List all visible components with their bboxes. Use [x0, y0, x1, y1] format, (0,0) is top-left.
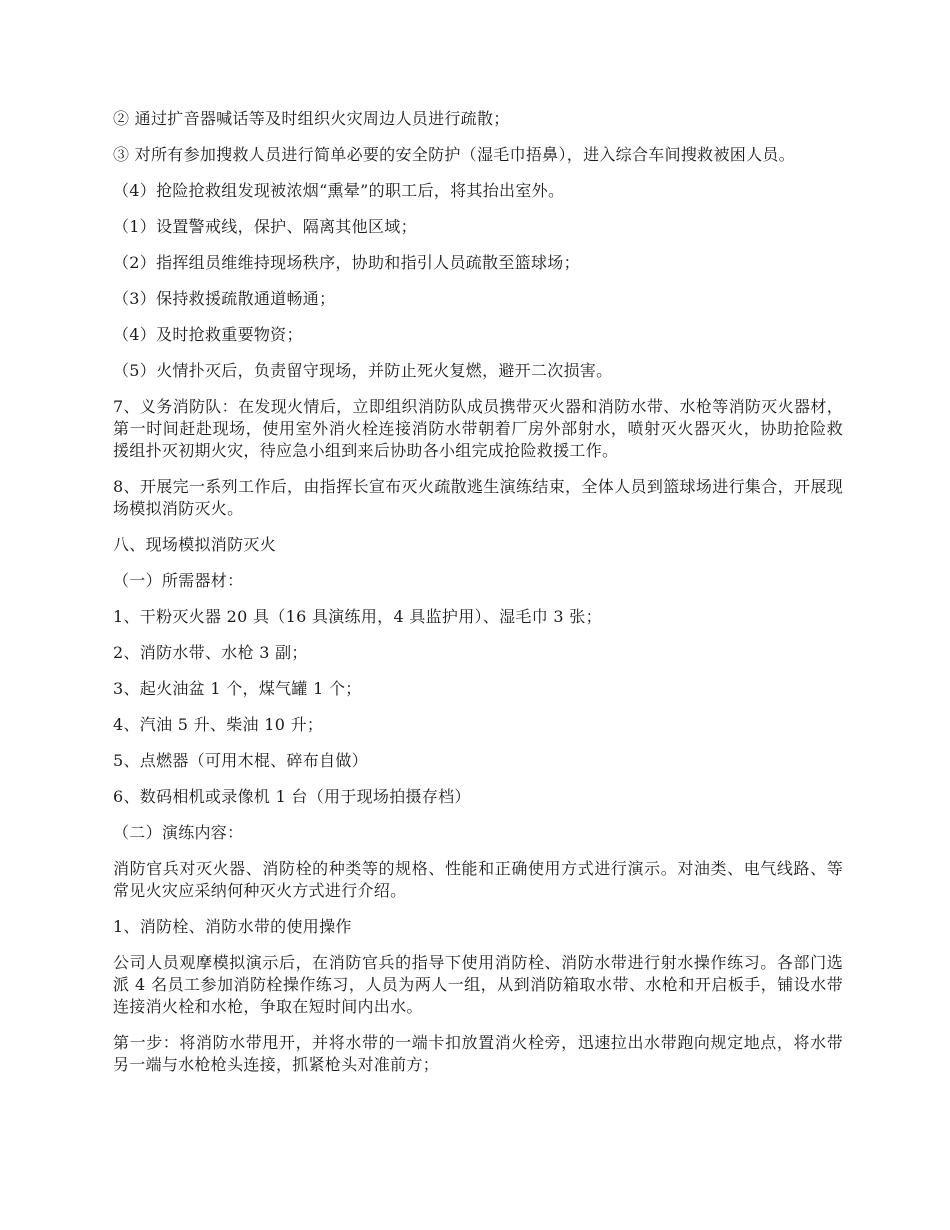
document-page [113, 108, 843, 1090]
paragraph-guard-scene: （5）火情扑灭后，负责留守现场，并防止死火复燃，避开二次损害。 [113, 361, 613, 380]
list-item-extinguishers: 1、干粉灭火器 20 具（16 具演练用，4 具监护用）、湿毛巾 3 张； [113, 607, 602, 626]
paragraph-cordon: （1）设置警戒线，保护、隔离其他区域； [113, 217, 417, 236]
paragraph-hydrant-practice: 公司人员观摩模拟演示后，在消防官兵的指导下使用消防栓、消防水带进行射水操作练习。各部门选派 4 名员工参加消防栓操作练习，人员为两人一组，从到消防箱取水带、水枪和开启板手，铺设水带连接消火栓和水枪，争取在短时间内出水。 [113, 953, 843, 1016]
subheading-drill-content: （二）演练内容： [113, 823, 244, 842]
paragraph-rescuer-protection: ③ 对所有参加搜救人员进行简单必要的安全防护（湿毛巾捂鼻），进入综合车间搜救被困人员。 [113, 145, 795, 164]
subheading-equipment: （一）所需器材： [113, 571, 244, 590]
paragraph-rescue-materials: （4）及时抢救重要物资； [113, 325, 303, 344]
list-item-hoses: 2、消防水带、水枪 3 副； [113, 643, 308, 662]
paragraph-carry-out-victims: （4）抢险抢救组发现被浓烟“熏晕”的职工后，将其抬出室外。 [113, 181, 565, 200]
list-item-camera: 6、数码相机或录像机 1 台（用于现场拍摄存档） [113, 787, 471, 806]
paragraph-drill-end: 8、开展完一系列工作后，由指挥长宣布灭火疏散逃生演练结束，全体人员到篮球场进行集合，开展现场模拟消防灭火。 [113, 477, 843, 518]
subheading-hydrant-operation: 1、消防栓、消防水带的使用操作 [113, 917, 352, 936]
paragraph-maintain-order: （2）指挥组员维维持现场秩序，协助和指引人员疏散至篮球场； [113, 253, 580, 272]
paragraph-evacuation-broadcast: ② 通过扩音器喊话等及时组织火灾周边人员进行疏散； [113, 109, 510, 128]
list-item-oil-basin: 3、起火油盆 1 个，煤气罐 1 个； [113, 679, 362, 698]
paragraph-step-one: 第一步：将消防水带甩开，并将水带的一端卡扣放置消火栓旁，迅速拉出水带跑向规定地点，将水带另一端与水枪枪头连接，抓紧枪头对准前方； [113, 1033, 843, 1074]
paragraph-volunteer-fire-team: 7、义务消防队：在发现火情后，立即组织消防队成员携带灭火器和消防水带、水枪等消防灭火器材，第一时间赶赴现场，使用室外消火栓连接消防水带朝着厂房外部射水，喷射灭火器灭火，协助抢险救援组扑灭初期火灾，待应急小组到来后协助各小组完成抢险救援工作。 [113, 397, 843, 460]
paragraph-keep-exit-clear: （3）保持救援疏散通道畅通； [113, 289, 336, 308]
list-item-fuel: 4、汽油 5 升、柴油 10 升； [113, 715, 324, 734]
section-heading-simulated-firefighting: 八、现场模拟消防灭火 [113, 535, 277, 554]
paragraph-demonstration: 消防官兵对灭火器、消防栓的种类等的规格、性能和正确使用方式进行演示。对油类、电气线路、等常见火灾应采纳何种灭火方式进行介绍。 [113, 859, 843, 900]
list-item-igniter: 5、点燃器（可用木棍、碎布自做） [113, 751, 368, 770]
